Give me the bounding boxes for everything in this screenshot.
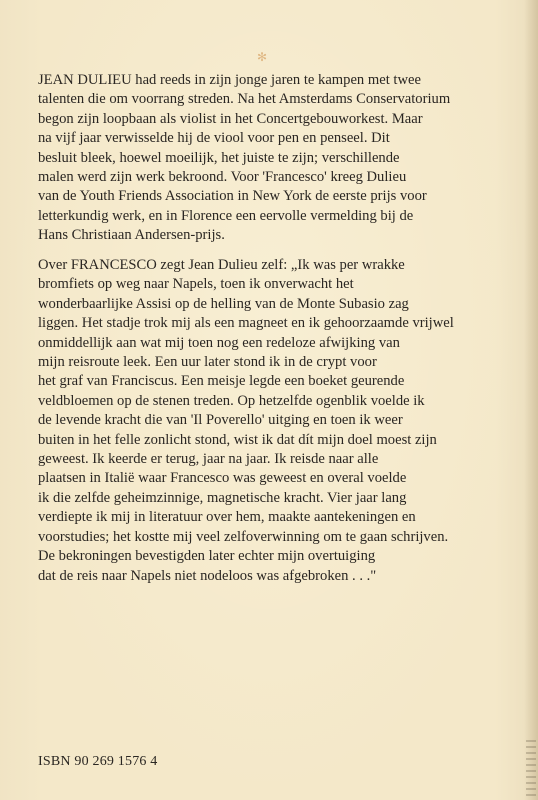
- text-line: geweest. Ik keerde er terug, jaar na jaar. Ik reisde naar alle: [38, 451, 379, 468]
- text-line: dat de reis naar Napels niet nodeloos was afgebroken . . .": [38, 567, 377, 584]
- text-line: voorstudies; het kostte mij veel zelfoverwinning om te gaan schrijven.: [38, 528, 449, 545]
- text-line: de levende kracht die van 'Il Poverello' uitging en toen ik weer: [38, 412, 403, 429]
- text-line: Over FRANCESCO zegt Jean Dulieu zelf: „Ik was per wrakke: [38, 257, 405, 273]
- text-line: buiten in het felle zonlicht stond, wist ik dat dít mijn doel moest zijn: [38, 431, 437, 448]
- author-quote-paragraph: [38, 256, 518, 586]
- text-line: De bekroningen bevestigden later echter mijn overtuiging: [38, 548, 376, 565]
- text-line: bromfiets op weg naar Napels, toen ik onverwacht het: [38, 276, 354, 293]
- text-line: onmiddellijk aan wat mij toen nog een redeloze afwijking van: [38, 334, 400, 351]
- page-edge-shading: [524, 0, 538, 800]
- isbn-number: ISBN 90 269 1576 4: [38, 754, 158, 769]
- author-bio-paragraph: [38, 71, 518, 246]
- text-line: van de Youth Friends Association in New York de eerste prijs voor: [38, 188, 427, 205]
- text-line: besluit bleek, hoewel moeilijk, het juiste te zijn; verschillende: [38, 149, 400, 166]
- text-line: plaatsen in Italië waar Francesco was geweest en overal voelde: [38, 470, 407, 487]
- text-line: letterkundig werk, en in Florence een eervolle vermelding bij de: [38, 207, 414, 224]
- text-line: malen werd zijn werk bekroond. Voor 'Francesco' kreeg Dulieu: [38, 169, 407, 186]
- text-line: wonderbaarlijke Assisi op de helling van de Monte Subasio zag: [38, 295, 409, 312]
- page-edge-marks: [526, 740, 536, 800]
- text-line: liggen. Het stadje trok mij als een magneet en ik gehoorzaamde vrijwel: [38, 315, 454, 332]
- text-line: ik die zelfde geheimzinnige, magnetische kracht. Vier jaar lang: [38, 489, 407, 506]
- text-line: talenten die om voorrang streden. Na het Amsterdams Conservatorium: [38, 91, 451, 108]
- text-line: na vijf jaar verwisselde hij de viool voor pen en penseel. Dit: [38, 130, 390, 147]
- text-line: het graf van Franciscus. Een meisje legde een boeket geurende: [38, 373, 405, 390]
- text-line: veldbloemen op de stenen treden. Op hetzelfde ogenblik voelde ik: [38, 392, 425, 409]
- text-line: verdiepte ik mij in literatuur over hem, maakte aantekeningen en: [38, 509, 416, 526]
- text-line: begon zijn loopbaan als violist in het Concertgebouworkest. Maar: [38, 110, 423, 127]
- text-line: JEAN DULIEU had reeds in zijn jonge jaren te kampen met twee: [38, 72, 421, 88]
- text-line: mijn reisroute leek. Een uur later stond ik in de crypt voor: [38, 354, 377, 371]
- decorative-mark: ✻: [257, 50, 267, 64]
- text-line: Hans Christiaan Andersen-prijs.: [38, 227, 225, 244]
